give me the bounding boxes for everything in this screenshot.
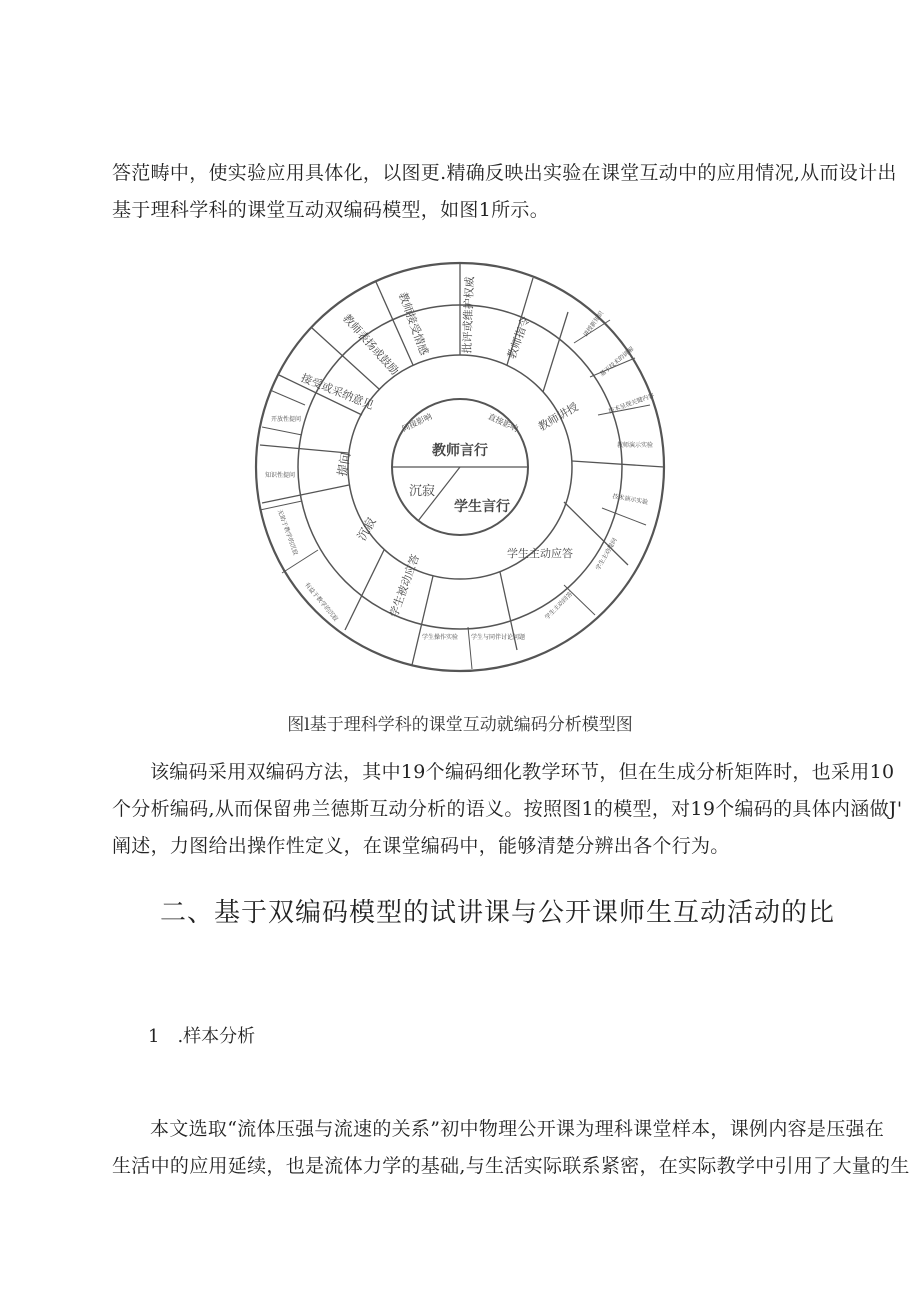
middle-label-1: 学生主动应答 <box>507 547 573 560</box>
outer-label-12: 开放性提问 <box>270 416 302 423</box>
center-student-label: 学生言行 <box>454 499 510 515</box>
para3-line2: 生活中的应用延续，也是流体力学的基础,与生活实际联系紧密，在实际教学中引用了大量的生 <box>112 1155 910 1177</box>
outer-label-9: 有益于教学的沉寂 <box>303 581 340 623</box>
middle-label-6: 教师表扬或鼓励 <box>340 311 402 378</box>
figure-caption: 图l基于理科学科的课堂互动就编码分析模型图 <box>287 715 633 735</box>
para1-line2: 基于理科学科的课堂互动双编码模型，如图1所示。 <box>112 199 549 221</box>
outer-label-5: 学生主动提问 <box>594 536 619 572</box>
outer-label-11: 知识性提问 <box>264 472 296 479</box>
outer-label-7: 学生与同伴讨论问题 <box>470 634 526 641</box>
center-teacher-label: 教师言行 <box>432 443 488 459</box>
para1-line1: 答范畴中，使实验应用具体化，以图更.精确反映出实验在课堂互动中的应用情况,从而设计出 <box>112 162 897 184</box>
para2-line3: 阐述，力图给出操作性定义，在课堂编码中，能够清楚分辨出各个行为。 <box>112 835 730 857</box>
middle-label-8: 批评或维护权威 <box>460 276 477 354</box>
middle-label-9: 教师指令 <box>505 314 533 361</box>
para2-line2: 个分析编码,从而保留弗兰德斯互动分析的语义。按照图1的模型，对19个编码的具体内涵做J' <box>112 798 903 820</box>
outer-label-1: 基于技术的讲解 <box>598 345 636 379</box>
outer-label-3: 教师演示实验 <box>616 442 654 449</box>
outer-label-4: 技术演示实验 <box>611 492 649 507</box>
middle-label-7: 教师接受情感 <box>395 290 431 358</box>
outer-label-6: 学生主动回答 <box>543 590 575 622</box>
middle-label-2: 学生被动应答 <box>387 552 423 620</box>
inner-indirect-label: 间接影响 <box>400 411 434 434</box>
inner-direct-label: 直接影响 <box>486 411 520 434</box>
middle-label-3: 沉寂 <box>354 515 379 543</box>
subsection-heading: 1 .样本分析 <box>148 1026 256 1047</box>
outer-label-10: 无助于教学的沉寂 <box>275 508 299 557</box>
para2-line1: 该编码采用双编码方法，其中19个编码细化教学环节，但在生成分析矩阵时，也采用10 <box>150 761 895 783</box>
outer-label-8: 学生操作实验 <box>421 634 459 641</box>
center-silence-label: 沉寂 <box>408 484 436 499</box>
outer-label-0: 讲授新知识 <box>582 309 606 339</box>
section-heading: 二、基于双编码模型的试讲课与公开课师生互动活动的比 <box>160 898 836 928</box>
outer-label-2: 技术呈现关键内容 <box>607 392 656 416</box>
coding-model-diagram <box>250 255 670 685</box>
middle-label-5: 接受或采纳意见 <box>299 371 376 413</box>
middle-label-0: 教师讲授 <box>535 400 581 434</box>
middle-label-4: 提问 <box>335 451 354 478</box>
para3-line1: 本文选取“流体压强与流速的关系”初中物理公开课为理科课堂样本，课例内容是压强在 <box>150 1118 885 1140</box>
